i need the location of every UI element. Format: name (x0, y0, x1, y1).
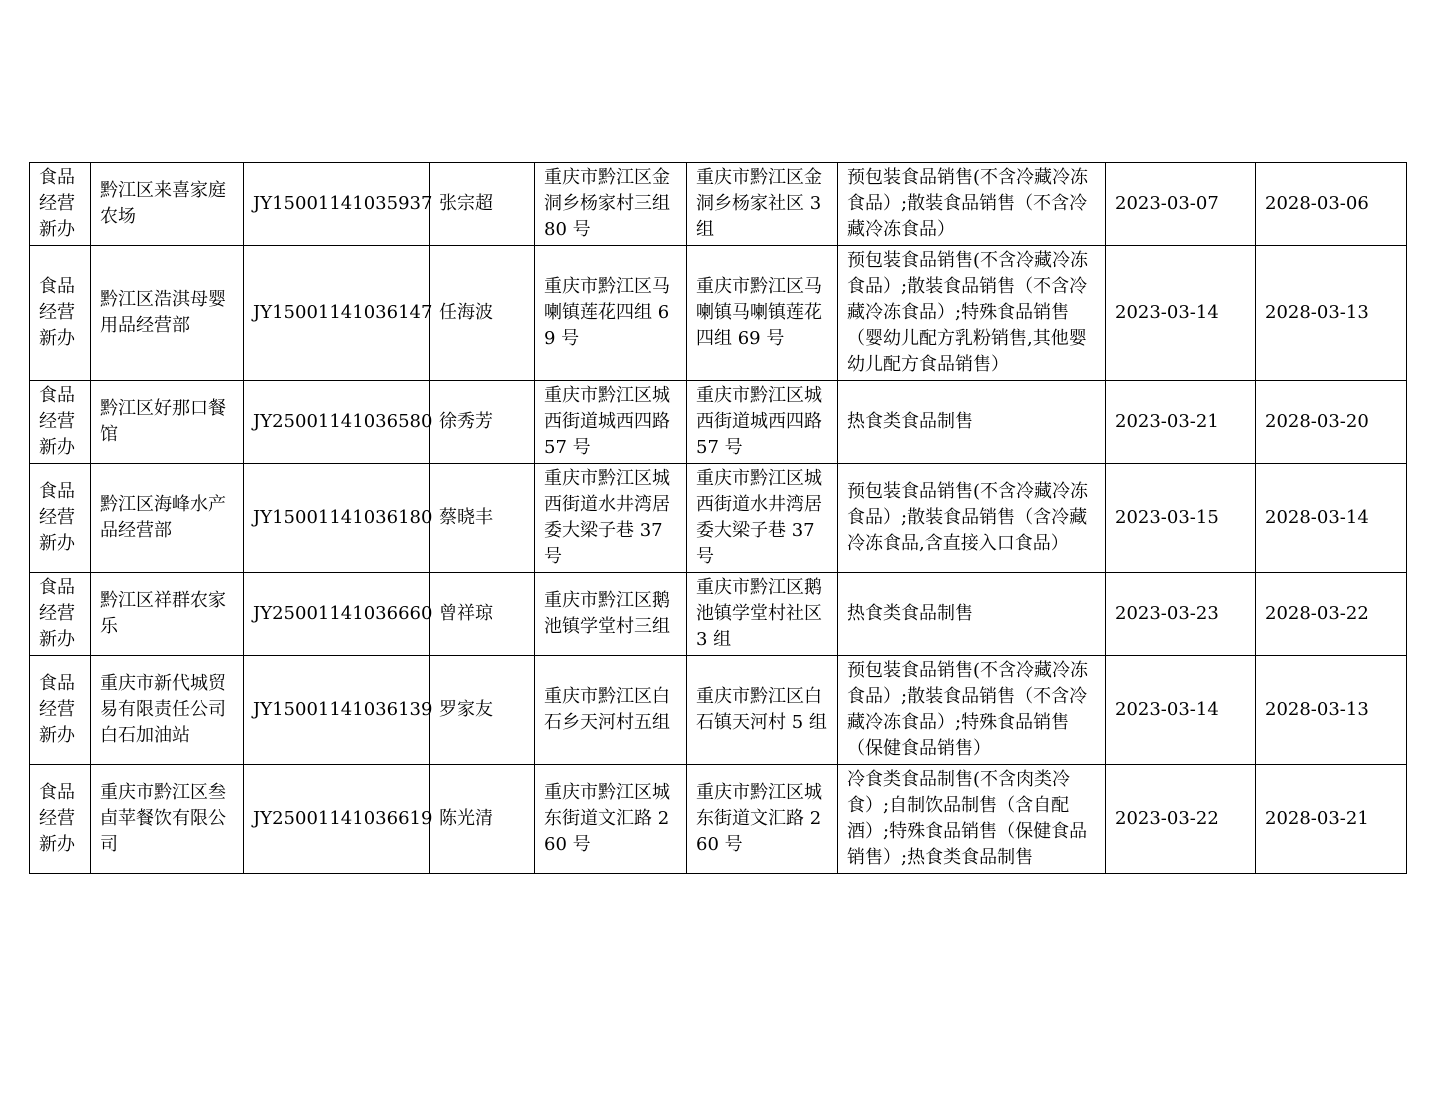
cell-type: 食品经营新办 (30, 573, 91, 656)
cell-address: 重庆市黔江区城西街道水井湾居委大梁子巷 37 号 (535, 464, 687, 573)
cell-premises: 重庆市黔江区白石镇天河村 5 组 (687, 656, 838, 765)
cell-person: 曾祥琼 (430, 573, 535, 656)
table-row (30, 163, 1407, 246)
table-row (30, 656, 1407, 765)
cell-person: 陈光清 (430, 765, 535, 874)
cell-scope: 预包装食品销售(不含冷藏冷冻食品）;散装食品销售（含冷藏冷冻食品,含直接入口食品） (838, 464, 1106, 573)
cell-person: 徐秀芳 (430, 381, 535, 464)
cell-address: 重庆市黔江区白石乡天河村五组 (535, 656, 687, 765)
cell-type: 食品经营新办 (30, 246, 91, 381)
table-body (30, 163, 1407, 874)
cell-license-no: JY25001141036619 (244, 765, 430, 874)
cell-address: 重庆市黔江区马喇镇莲花四组 69 号 (535, 246, 687, 381)
cell-person: 任海波 (430, 246, 535, 381)
cell-address: 重庆市黔江区金洞乡杨家村三组 80 号 (535, 163, 687, 246)
cell-name: 黔江区浩淇母婴用品经营部 (91, 246, 244, 381)
cell-person: 张宗超 (430, 163, 535, 246)
cell-scope: 热食类食品制售 (838, 573, 1106, 656)
cell-scope: 热食类食品制售 (838, 381, 1106, 464)
cell-address: 重庆市黔江区城西街道城西四路 57 号 (535, 381, 687, 464)
cell-scope: 冷食类食品制售(不含肉类冷食）;自制饮品制售（含自配酒）;特殊食品销售（保健食品销售）;热食类食品制售 (838, 765, 1106, 874)
cell-name: 黔江区来喜家庭农场 (91, 163, 244, 246)
cell-type: 食品经营新办 (30, 381, 91, 464)
cell-premises: 重庆市黔江区马喇镇马喇镇莲花四组 69 号 (687, 246, 838, 381)
cell-expiry-date: 2028-03-14 (1256, 464, 1407, 573)
cell-type: 食品经营新办 (30, 464, 91, 573)
table-row (30, 464, 1407, 573)
cell-issue-date: 2023-03-22 (1106, 765, 1256, 874)
table-row (30, 246, 1407, 381)
cell-premises: 重庆市黔江区城东街道文汇路 260 号 (687, 765, 838, 874)
table-row (30, 573, 1407, 656)
cell-license-no: JY15001141036139 (244, 656, 430, 765)
cell-person: 蔡晓丰 (430, 464, 535, 573)
cell-scope: 预包装食品销售(不含冷藏冷冻食品）;散装食品销售（不含冷藏冷冻食品） (838, 163, 1106, 246)
cell-name: 黔江区海峰水产品经营部 (91, 464, 244, 573)
cell-premises: 重庆市黔江区城西街道城西四路 57 号 (687, 381, 838, 464)
cell-type: 食品经营新办 (30, 656, 91, 765)
cell-person: 罗家友 (430, 656, 535, 765)
cell-expiry-date: 2028-03-21 (1256, 765, 1407, 874)
cell-scope: 预包装食品销售(不含冷藏冷冻食品）;散装食品销售（不含冷藏冷冻食品）;特殊食品销售（婴幼儿配方乳粉销售,其他婴幼儿配方食品销售） (838, 246, 1106, 381)
cell-address: 重庆市黔江区鹅池镇学堂村三组 (535, 573, 687, 656)
cell-issue-date: 2023-03-07 (1106, 163, 1256, 246)
cell-license-no: JY15001141035937 (244, 163, 430, 246)
license-table (29, 162, 1407, 874)
cell-expiry-date: 2028-03-13 (1256, 246, 1407, 381)
cell-premises: 重庆市黔江区鹅池镇学堂村社区 3 组 (687, 573, 838, 656)
cell-license-no: JY25001141036660 (244, 573, 430, 656)
cell-type: 食品经营新办 (30, 765, 91, 874)
cell-premises: 重庆市黔江区城西街道水井湾居委大梁子巷 37 号 (687, 464, 838, 573)
cell-license-no: JY15001141036180 (244, 464, 430, 573)
cell-license-no: JY15001141036147 (244, 246, 430, 381)
cell-premises: 重庆市黔江区金洞乡杨家社区 3 组 (687, 163, 838, 246)
cell-issue-date: 2023-03-21 (1106, 381, 1256, 464)
cell-type: 食品经营新办 (30, 163, 91, 246)
cell-issue-date: 2023-03-15 (1106, 464, 1256, 573)
table-row (30, 381, 1407, 464)
cell-name: 黔江区祥群农家乐 (91, 573, 244, 656)
cell-name: 重庆市新代城贸易有限责任公司白石加油站 (91, 656, 244, 765)
cell-expiry-date: 2028-03-20 (1256, 381, 1407, 464)
cell-name: 重庆市黔江区叁卣苹餐饮有限公司 (91, 765, 244, 874)
cell-issue-date: 2023-03-23 (1106, 573, 1256, 656)
cell-expiry-date: 2028-03-22 (1256, 573, 1407, 656)
cell-scope: 预包装食品销售(不含冷藏冷冻食品）;散装食品销售（不含冷藏冷冻食品）;特殊食品销售（保健食品销售） (838, 656, 1106, 765)
table-row (30, 765, 1407, 874)
cell-expiry-date: 2028-03-13 (1256, 656, 1407, 765)
cell-name: 黔江区好那口餐馆 (91, 381, 244, 464)
cell-license-no: JY25001141036580 (244, 381, 430, 464)
cell-address: 重庆市黔江区城东街道文汇路 260 号 (535, 765, 687, 874)
cell-issue-date: 2023-03-14 (1106, 656, 1256, 765)
cell-issue-date: 2023-03-14 (1106, 246, 1256, 381)
cell-expiry-date: 2028-03-06 (1256, 163, 1407, 246)
